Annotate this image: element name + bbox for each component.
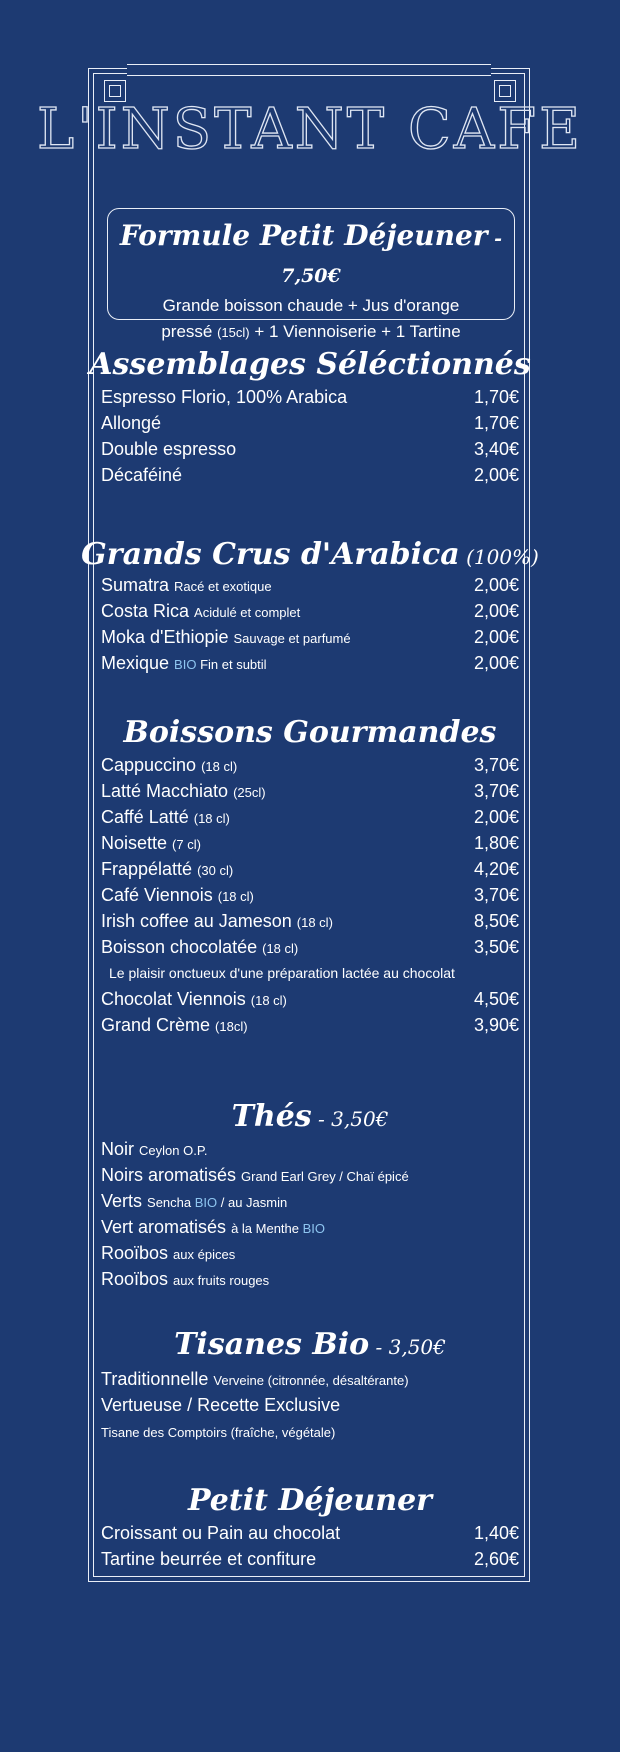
- menu-item: [101, 1546, 519, 1572]
- formula-line-1: Grande boisson chaude + Jus d'orange: [162, 296, 460, 315]
- item-name: Moka d'Ethiopie: [101, 627, 234, 647]
- bio-badge: BIO: [302, 1221, 326, 1236]
- item-desc: Verveine (citronnée, désaltérante): [213, 1373, 409, 1388]
- tisanes-price: - 3,50€: [369, 1335, 446, 1359]
- gourmandes-list: [101, 752, 519, 1038]
- menu-item: [101, 882, 519, 908]
- menu-item: [101, 1136, 519, 1162]
- item-price: 2,00€: [473, 465, 519, 485]
- formula-line-2: [108, 319, 514, 346]
- item-desc: Sencha: [147, 1195, 195, 1210]
- item-price: 2,60€: [473, 1549, 519, 1569]
- formula-price: - 7,50€: [281, 228, 503, 287]
- item-price: 3,50€: [473, 937, 519, 957]
- section-title-petit-dejeuner: Petit Déjeuner: [188, 1483, 432, 1518]
- item-desc: Fin et subtil: [196, 657, 267, 672]
- item-size: (18 cl): [296, 915, 333, 930]
- item-price: 1,40€: [473, 1523, 519, 1543]
- item-name: Noisette: [101, 833, 173, 853]
- item-desc: Ceylon O.P.: [139, 1143, 208, 1158]
- grands-crus-title: Grands Crus d'Arabica: [81, 537, 460, 572]
- formula-heading: [108, 219, 514, 293]
- item-name: Costa Rica: [101, 601, 195, 621]
- item-name: Allongé: [101, 413, 162, 433]
- menu-item: [101, 1214, 519, 1240]
- menu-item: [101, 384, 519, 410]
- item-name: Rooïbos: [101, 1269, 174, 1289]
- item-size: (7 cl): [172, 837, 201, 852]
- item-price: 3,70€: [473, 755, 519, 775]
- item-size: (18 cl): [217, 889, 254, 904]
- item-size: (18 cl): [262, 941, 299, 956]
- menu-item: [101, 1392, 519, 1418]
- assemblages-list: [101, 384, 519, 488]
- menu-item: [101, 856, 519, 882]
- item-name: Sumatra: [101, 575, 175, 595]
- item-name: Noir: [101, 1139, 140, 1159]
- item-price: 3,70€: [473, 885, 519, 905]
- item-name: Latté Macchiato: [101, 781, 234, 801]
- item-desc: Sauvage et parfumé: [233, 631, 351, 646]
- item-price: 1,80€: [473, 833, 519, 853]
- formula-line-2-a: pressé: [161, 322, 218, 341]
- item-price: 3,70€: [473, 781, 519, 801]
- item-name: Noirs aromatisés: [101, 1165, 242, 1185]
- bio-badge: BIO: [194, 1195, 218, 1210]
- section-title-assemblages: Assemblages Séléctionnés: [89, 347, 531, 382]
- item-name: Tartine beurrée et confiture: [101, 1549, 317, 1569]
- tisanes-title: Tisanes Bio: [174, 1327, 370, 1362]
- item-name: Décaféiné: [101, 465, 183, 485]
- menu-item: [101, 1162, 519, 1188]
- item-name: Verts: [101, 1191, 148, 1211]
- menu-item: [101, 410, 519, 436]
- menu-item: [101, 598, 519, 624]
- item-name: Croissant ou Pain au chocolat: [101, 1523, 341, 1543]
- menu-item: [101, 1366, 519, 1392]
- menu-item: [101, 1240, 519, 1266]
- item-name: Vertueuse / Recette Exclusive: [101, 1395, 341, 1415]
- menu-item: [101, 436, 519, 462]
- menu-item: [101, 804, 519, 830]
- item-name: Cappuccino: [101, 755, 202, 775]
- item-size: (18 cl): [193, 811, 230, 826]
- item-desc: Grand Earl Grey / Chaï épicé: [241, 1169, 409, 1184]
- item-note: Le plaisir onctueux d'une préparation lactée au chocolat: [109, 965, 455, 981]
- grands-crus-subtitle: (100%): [459, 545, 539, 569]
- section-title-grands-crus: [0, 536, 620, 576]
- item-price: 2,00€: [473, 575, 519, 595]
- menu-item: [101, 1520, 519, 1546]
- item-name: Rooïbos: [101, 1243, 174, 1263]
- formula-line-2-b: + 1 Viennoiserie + 1 Tartine: [249, 322, 461, 341]
- item-price: 4,20€: [473, 859, 519, 879]
- menu-item: [101, 572, 519, 598]
- item-name: Café Viennois: [101, 885, 218, 905]
- menu-item: [101, 908, 519, 934]
- formula-title: Formule Petit Déjeuner: [119, 219, 488, 252]
- menu-item: [101, 624, 519, 650]
- petit-dejeuner-list: [101, 1520, 519, 1572]
- breakfast-formula-box: [107, 208, 515, 341]
- item-name: Espresso Florio, 100% Arabica: [101, 387, 348, 407]
- item-size: (18cl): [215, 1019, 248, 1034]
- item-name: Boisson chocolatée: [101, 937, 263, 957]
- item-desc: aux fruits rouges: [173, 1273, 270, 1288]
- menu-item: [101, 462, 519, 488]
- item-size: (30 cl): [197, 863, 234, 878]
- item-desc: aux épices: [173, 1247, 236, 1262]
- item-name: Traditionnelle: [101, 1369, 214, 1389]
- formula-size: (15cl): [217, 325, 250, 340]
- item-desc: Acidulé et complet: [194, 605, 301, 620]
- section-title-thes: [0, 1098, 620, 1138]
- item-size: (18 cl): [201, 759, 238, 774]
- thes-title: Thés: [231, 1099, 312, 1134]
- item-name: Caffé Latté: [101, 807, 194, 827]
- menu-item: [101, 778, 519, 804]
- menu-title: L'INSTANT CAFE: [37, 97, 583, 162]
- section-title-gourmandes: Boissons Gourmandes: [123, 715, 497, 750]
- item-desc-2: / au Jasmin: [217, 1195, 288, 1210]
- section-title-tisanes: [0, 1326, 620, 1366]
- bio-badge: BIO: [174, 657, 197, 672]
- menu-item: [101, 650, 519, 676]
- item-price: 3,90€: [473, 1015, 519, 1035]
- item-desc: Racé et exotique: [174, 579, 272, 594]
- item-price: 8,50€: [473, 911, 519, 931]
- menu-item: [101, 1188, 519, 1214]
- item-price: 4,50€: [473, 989, 519, 1009]
- item-price: 2,00€: [473, 627, 519, 647]
- item-name: Irish coffee au Jameson: [101, 911, 297, 931]
- menu-item: [101, 934, 519, 960]
- item-price: 2,00€: [473, 807, 519, 827]
- item-price: 3,40€: [473, 439, 519, 459]
- item-name: Mexique: [101, 653, 175, 673]
- thes-price: - 3,50€: [311, 1107, 389, 1131]
- menu-item: [101, 1418, 519, 1444]
- item-desc: à la Menthe: [231, 1221, 303, 1236]
- menu-item: [101, 752, 519, 778]
- item-price: 1,70€: [473, 387, 519, 407]
- item-desc: Tisane des Comptoirs (fraîche, végétale): [101, 1425, 336, 1440]
- thes-list: [101, 1136, 519, 1292]
- item-price: 2,00€: [473, 653, 519, 673]
- menu-item: [101, 986, 519, 1012]
- item-name: Chocolat Viennois: [101, 989, 251, 1009]
- frame-top-bar: [127, 64, 491, 76]
- grands-crus-list: [101, 572, 519, 676]
- menu-item: [101, 1266, 519, 1292]
- item-size: (18 cl): [250, 993, 287, 1008]
- item-name: Vert aromatisés: [101, 1217, 232, 1237]
- tisanes-list: [101, 1366, 519, 1444]
- item-price: 2,00€: [473, 601, 519, 621]
- menu-item: [101, 1012, 519, 1038]
- menu-item: [101, 830, 519, 856]
- item-price: 1,70€: [473, 413, 519, 433]
- item-name: Frappélatté: [101, 859, 198, 879]
- item-name: Double espresso: [101, 439, 237, 459]
- item-name: Grand Crème: [101, 1015, 216, 1035]
- item-size: (25cl): [233, 785, 266, 800]
